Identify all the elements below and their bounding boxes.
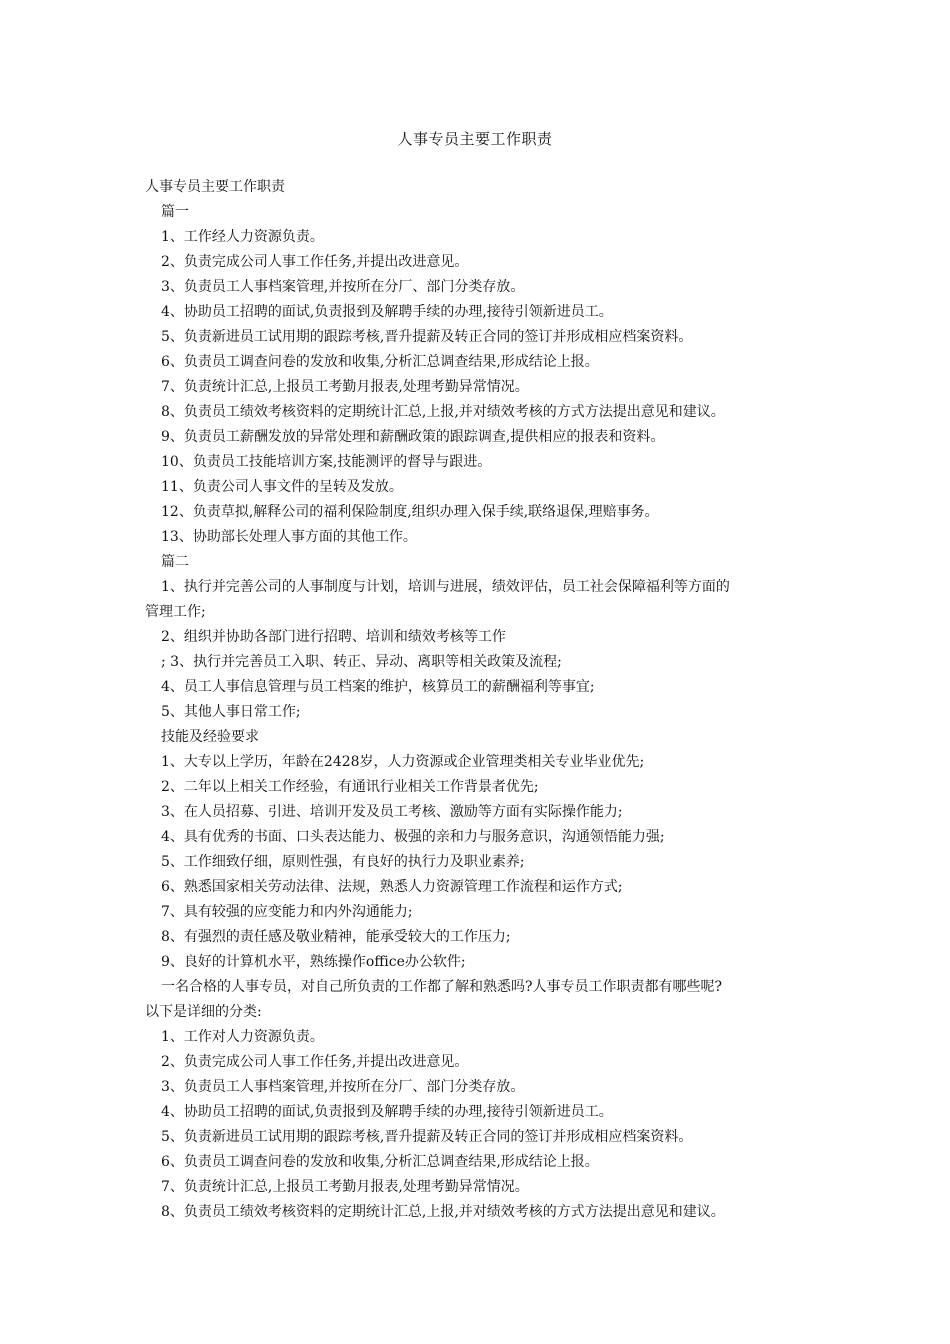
text-line: 3、负责员工人事档案管理,并按所在分厂、部门分类存放。 xyxy=(161,279,525,295)
text-line: 篇二 xyxy=(161,554,189,570)
text-line: 13、协助部长处理人事方面的其他工作。 xyxy=(161,529,417,545)
text-line: 技能及经验要求 xyxy=(161,729,259,745)
text-line: 3、在人员招募、引进、培训开发及员工考核、激励等方面有实际操作能力; xyxy=(161,804,623,820)
text-line: 7、具有较强的应变能力和内外沟通能力; xyxy=(161,904,413,920)
text-line: 4、协助员工招聘的面试,负责报到及解聘手续的办理,接待引领新进员工。 xyxy=(161,1104,613,1120)
text-line: 6、熟悉国家相关劳动法律、法规，熟悉人力资源管理工作流程和运作方式; xyxy=(161,879,623,895)
text-line: 7、负责统计汇总,上报员工考勤月报表,处理考勤异常情况。 xyxy=(161,379,529,395)
text-line: 6、负责员工调查问卷的发放和收集,分析汇总调查结果,形成结论上报。 xyxy=(161,1154,599,1170)
text-line: 2、二年以上相关工作经验，有通讯行业相关工作背景者优先; xyxy=(161,779,539,795)
text-line: 9、负责员工薪酬发放的异常处理和薪酬政策的跟踪调查,提供相应的报表和资料。 xyxy=(161,429,665,445)
text-line: 11、负责公司人事文件的呈转及发放。 xyxy=(161,479,403,495)
text-line: 4、协助员工招聘的面试,负责报到及解聘手续的办理,接待引领新进员工。 xyxy=(161,304,613,320)
text-line: 以下是详细的分类: xyxy=(145,1004,262,1020)
text-line: 9、良好的计算机水平，熟练操作office办公软件; xyxy=(161,954,466,970)
text-line: 6、负责员工调查问卷的发放和收集,分析汇总调查结果,形成结论上报。 xyxy=(161,354,599,370)
text-line: 1、工作经人力资源负责。 xyxy=(161,229,324,245)
text-line: 5、其他人事日常工作; xyxy=(161,704,301,720)
text-line: 人事专员主要工作职责 xyxy=(145,179,285,195)
text-line: 1、工作对人力资源负责。 xyxy=(161,1029,324,1045)
text-line: 2、负责完成公司人事工作任务,并提出改进意见。 xyxy=(161,254,469,270)
text-line: 8、负责员工绩效考核资料的定期统计汇总,上报,并对绩效考核的方式方法提出意见和建议。 xyxy=(161,404,725,420)
text-line: 3、负责员工人事档案管理,并按所在分厂、部门分类存放。 xyxy=(161,1079,525,1095)
text-line: 5、负责新进员工试用期的跟踪考核,晋升提薪及转正合同的签订并形成相应档案资料。 xyxy=(161,1129,693,1145)
text-line: 10、负责员工技能培训方案,技能测评的督导与跟进。 xyxy=(161,454,492,470)
text-line: 5、工作细致仔细，原则性强，有良好的执行力及职业素养; xyxy=(161,854,525,870)
text-line: 1、执行并完善公司的人事制度与计划，培训与进展，绩效评估，员工社会保障福利等方面的 xyxy=(161,579,730,595)
text-line: 4、员工人事信息管理与员工档案的维护，核算员工的薪酬福利等事宜; xyxy=(161,679,595,695)
text-line: 1、大专以上学历，年龄在2428岁，人力资源或企业管理类相关专业毕业优先; xyxy=(161,754,645,770)
text-line: 一名合格的人事专员，对自己所负责的工作都了解和熟悉吗?人事专员工作职责都有哪些呢? xyxy=(161,979,723,995)
document-title: 人事专员主要工作职责 xyxy=(397,130,553,148)
text-line: ; 3、执行并完善员工入职、转正、异动、离职等相关政策及流程; xyxy=(161,654,562,670)
text-line: 4、具有优秀的书面、口头表达能力、极强的亲和力与服务意识，沟通领悟能力强; xyxy=(161,829,665,845)
text-line: 2、负责完成公司人事工作任务,并提出改进意见。 xyxy=(161,1054,469,1070)
text-line: 2、组织并协助各部门进行招聘、培训和绩效考核等工作 xyxy=(161,629,506,645)
text-line: 8、负责员工绩效考核资料的定期统计汇总,上报,并对绩效考核的方式方法提出意见和建议。 xyxy=(161,1204,725,1220)
text-line: 7、负责统计汇总,上报员工考勤月报表,处理考勤异常情况。 xyxy=(161,1179,529,1195)
text-line: 管理工作; xyxy=(145,604,206,620)
text-line: 5、负责新进员工试用期的跟踪考核,晋升提薪及转正合同的签订并形成相应档案资料。 xyxy=(161,329,693,345)
text-line: 12、负责草拟,解释公司的福利保险制度,组织办理入保手续,联络退保,理赔事务。 xyxy=(161,504,659,520)
document-body xyxy=(145,175,815,1225)
text-line: 篇一 xyxy=(161,204,189,220)
text-line: 8、有强烈的责任感及敬业精神，能承受较大的工作压力; xyxy=(161,929,511,945)
